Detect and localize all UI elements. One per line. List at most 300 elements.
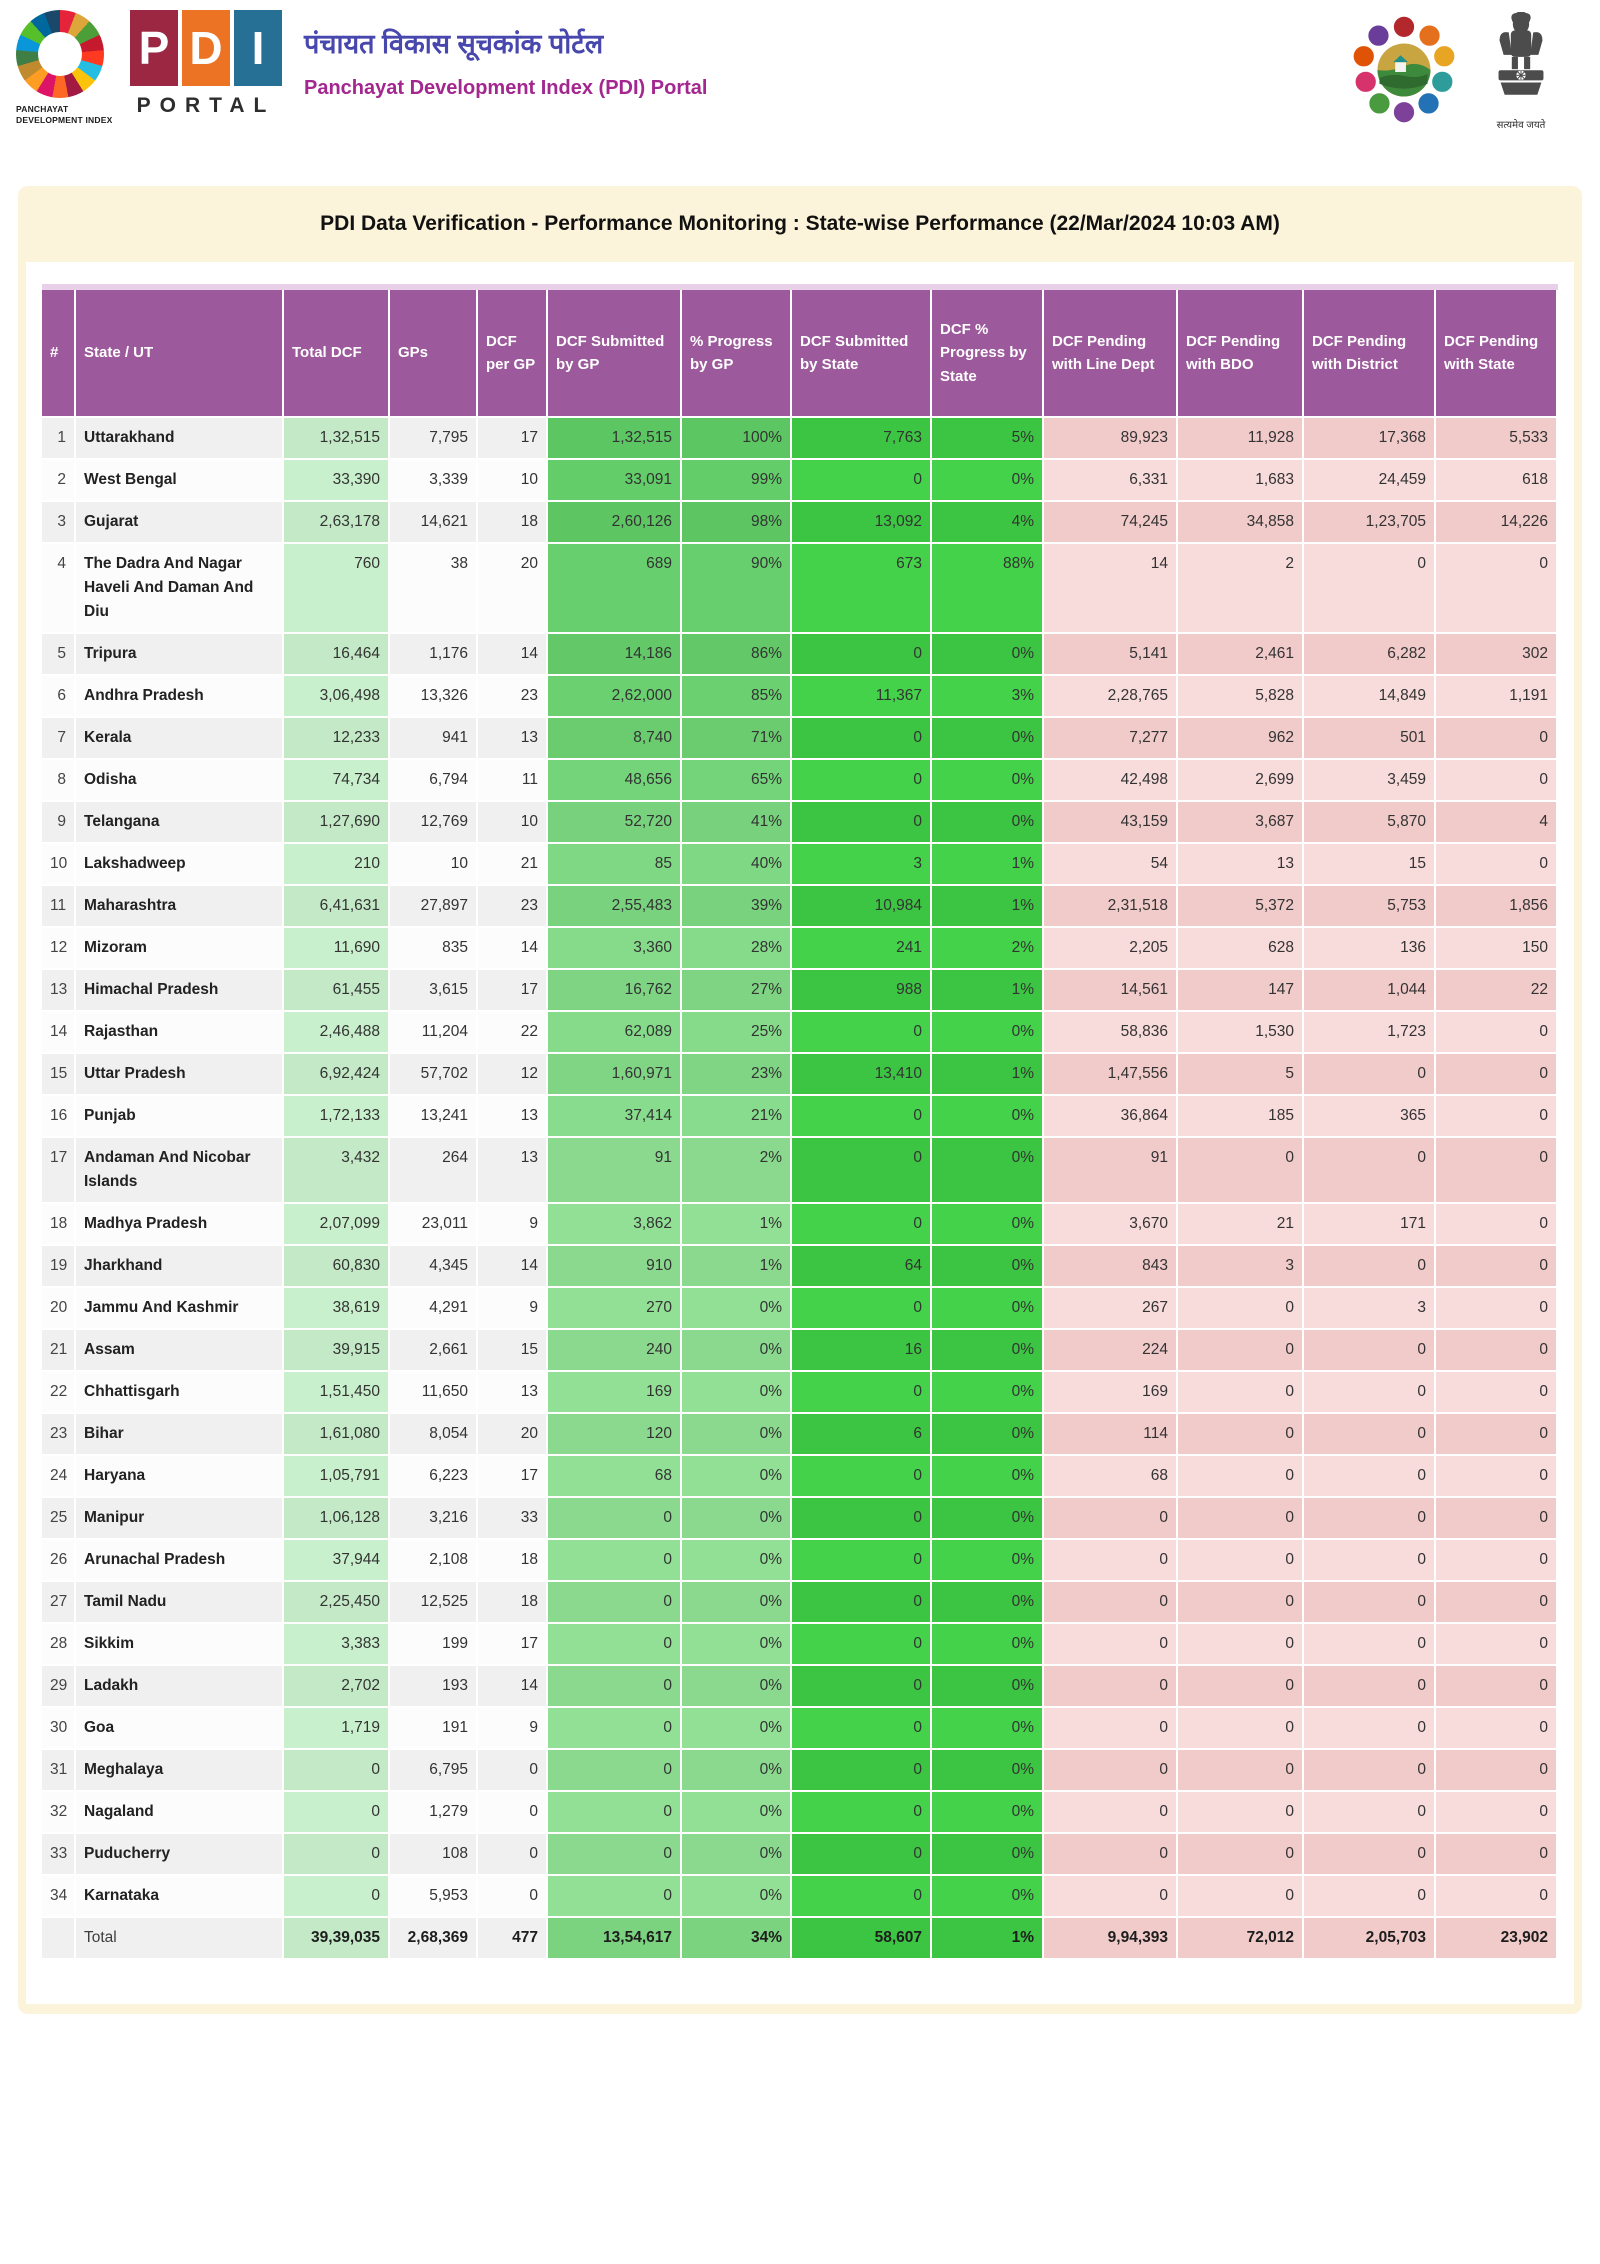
- cell-7: 0: [792, 718, 932, 760]
- national-emblem: [1478, 12, 1564, 131]
- cell-4: 0: [478, 1834, 548, 1876]
- total-cell-8: 1%: [932, 1918, 1044, 1960]
- pdi-letter-p: P: [130, 10, 178, 86]
- cell-9: 0: [1044, 1708, 1178, 1750]
- cell-6: 71%: [682, 718, 792, 760]
- total-cell-7: 58,607: [792, 1918, 932, 1960]
- column-header-total-dcf: Total DCF: [284, 290, 390, 418]
- cell-8: 1%: [932, 970, 1044, 1012]
- cell-11: 171: [1304, 1204, 1436, 1246]
- cell-7: 13,410: [792, 1054, 932, 1096]
- cell-6: 39%: [682, 886, 792, 928]
- cell-12: 0: [1436, 1414, 1558, 1456]
- portal-title-english: Panchayat Development Index (PDI) Portal: [304, 77, 708, 99]
- cell-10: 0: [1178, 1582, 1304, 1624]
- table-row-telangana: [42, 802, 1558, 844]
- cell-9: 42,498: [1044, 760, 1178, 802]
- cell-5: 85: [548, 844, 682, 886]
- total-cell-9: 9,94,393: [1044, 1918, 1178, 1960]
- pdi-logo: [130, 10, 282, 118]
- cell-8: 0%: [932, 1456, 1044, 1498]
- cell-0: 13: [42, 970, 76, 1012]
- cell-3: 2,661: [390, 1330, 478, 1372]
- table-row-meghalaya: [42, 1750, 1558, 1792]
- cell-10: 21: [1178, 1204, 1304, 1246]
- cell-10: 0: [1178, 1834, 1304, 1876]
- cell-3: 12,525: [390, 1582, 478, 1624]
- report-panel: [18, 186, 1582, 2014]
- cell-11: 365: [1304, 1096, 1436, 1138]
- cell-3: 57,702: [390, 1054, 478, 1096]
- cell-10: 0: [1178, 1792, 1304, 1834]
- cell-5: 48,656: [548, 760, 682, 802]
- ministry-of-panchayati-raj-logo-icon: [1350, 12, 1458, 132]
- cell-11: 24,459: [1304, 460, 1436, 502]
- cell-11: 1,723: [1304, 1012, 1436, 1054]
- cell-0: 2: [42, 460, 76, 502]
- brand-cluster: [16, 10, 707, 125]
- cell-10: 0: [1178, 1876, 1304, 1918]
- cell-0: 28: [42, 1624, 76, 1666]
- cell-10: 3: [1178, 1246, 1304, 1288]
- cell-0: 12: [42, 928, 76, 970]
- cell-9: 0: [1044, 1876, 1178, 1918]
- cell-5: 0: [548, 1540, 682, 1582]
- cell-5: 3,360: [548, 928, 682, 970]
- cell-3: 12,769: [390, 802, 478, 844]
- cell-12: 0: [1436, 1054, 1558, 1096]
- cell-9: 3,670: [1044, 1204, 1178, 1246]
- cell-9: 14,561: [1044, 970, 1178, 1012]
- cell-9: 0: [1044, 1792, 1178, 1834]
- cell-0: 26: [42, 1540, 76, 1582]
- cell-9: 58,836: [1044, 1012, 1178, 1054]
- cell-11: 0: [1304, 1666, 1436, 1708]
- cell-7: 64: [792, 1246, 932, 1288]
- cell-12: 4: [1436, 802, 1558, 844]
- cell-7: 0: [792, 1876, 932, 1918]
- cell-0: 33: [42, 1834, 76, 1876]
- cell-9: 0: [1044, 1540, 1178, 1582]
- cell-10: 628: [1178, 928, 1304, 970]
- cell-4: 14: [478, 1246, 548, 1288]
- cell-12: 0: [1436, 1666, 1558, 1708]
- cell-2: 1,51,450: [284, 1372, 390, 1414]
- cell-3: 11,204: [390, 1012, 478, 1054]
- cell-5: 0: [548, 1582, 682, 1624]
- table-row-jammu-and-kashmir: [42, 1288, 1558, 1330]
- cell-5: 0: [548, 1792, 682, 1834]
- cell-4: 18: [478, 502, 548, 544]
- cell-3: 38: [390, 544, 478, 634]
- cell-9: 5,141: [1044, 634, 1178, 676]
- state-name: Jammu And Kashmir: [76, 1288, 284, 1330]
- cell-2: 0: [284, 1792, 390, 1834]
- cell-4: 21: [478, 844, 548, 886]
- state-name: Meghalaya: [76, 1750, 284, 1792]
- cell-4: 20: [478, 1414, 548, 1456]
- table-row-lakshadweep: [42, 844, 1558, 886]
- cell-4: 23: [478, 886, 548, 928]
- cell-3: 7,795: [390, 418, 478, 460]
- cell-6: 0%: [682, 1624, 792, 1666]
- cell-8: 1%: [932, 844, 1044, 886]
- table-row-tripura: [42, 634, 1558, 676]
- cell-11: 0: [1304, 1624, 1436, 1666]
- cell-0: 3: [42, 502, 76, 544]
- state-name: Gujarat: [76, 502, 284, 544]
- cell-10: 962: [1178, 718, 1304, 760]
- cell-10: 11,928: [1178, 418, 1304, 460]
- cell-12: 0: [1436, 1540, 1558, 1582]
- cell-12: 1,191: [1436, 676, 1558, 718]
- table-row-nagaland: [42, 1792, 1558, 1834]
- cell-3: 23,011: [390, 1204, 478, 1246]
- cell-10: 5: [1178, 1054, 1304, 1096]
- state-name: Arunachal Pradesh: [76, 1540, 284, 1582]
- table-row-arunachal-pradesh: [42, 1540, 1558, 1582]
- state-name: Uttarakhand: [76, 418, 284, 460]
- cell-8: 2%: [932, 928, 1044, 970]
- cell-10: 0: [1178, 1540, 1304, 1582]
- table-row-himachal-pradesh: [42, 970, 1558, 1012]
- cell-5: 0: [548, 1750, 682, 1792]
- cell-12: 0: [1436, 544, 1558, 634]
- cell-11: 1,044: [1304, 970, 1436, 1012]
- cell-5: 62,089: [548, 1012, 682, 1054]
- cell-7: 241: [792, 928, 932, 970]
- ashoka-emblem-icon: [1488, 12, 1554, 110]
- cell-4: 10: [478, 460, 548, 502]
- state-name: Tamil Nadu: [76, 1582, 284, 1624]
- cell-5: 2,55,483: [548, 886, 682, 928]
- cell-0: 16: [42, 1096, 76, 1138]
- cell-7: 10,984: [792, 886, 932, 928]
- cell-10: 0: [1178, 1750, 1304, 1792]
- government-logos: [1350, 12, 1564, 132]
- cell-2: 74,734: [284, 760, 390, 802]
- cell-2: 1,61,080: [284, 1414, 390, 1456]
- cell-6: 1%: [682, 1204, 792, 1246]
- cell-8: 0%: [932, 1372, 1044, 1414]
- cell-8: 1%: [932, 1054, 1044, 1096]
- cell-11: 6,282: [1304, 634, 1436, 676]
- cell-6: 0%: [682, 1582, 792, 1624]
- table-row-madhya-pradesh: [42, 1204, 1558, 1246]
- cell-11: 15: [1304, 844, 1436, 886]
- cell-3: 5,953: [390, 1876, 478, 1918]
- table-row-punjab: [42, 1096, 1558, 1138]
- cell-7: 0: [792, 1624, 932, 1666]
- cell-5: 91: [548, 1138, 682, 1204]
- cell-4: 14: [478, 1666, 548, 1708]
- total-cell-3: 2,68,369: [390, 1918, 478, 1960]
- cell-2: 2,63,178: [284, 502, 390, 544]
- column-header-dcf-progress-by-state: DCF % Progress by State: [932, 290, 1044, 418]
- cell-5: 0: [548, 1708, 682, 1750]
- cell-0: 6: [42, 676, 76, 718]
- portal-title-hindi: पंचायत विकास सूचकांक पोर्टल: [304, 29, 604, 59]
- sdg-wheel-logo: [16, 10, 116, 125]
- table-row-jharkhand: [42, 1246, 1558, 1288]
- table-row-goa: [42, 1708, 1558, 1750]
- state-name: Madhya Pradesh: [76, 1204, 284, 1246]
- cell-8: 0%: [932, 718, 1044, 760]
- cell-0: 10: [42, 844, 76, 886]
- cell-3: 10: [390, 844, 478, 886]
- cell-6: 28%: [682, 928, 792, 970]
- cell-2: 6,41,631: [284, 886, 390, 928]
- cell-11: 0: [1304, 1330, 1436, 1372]
- report-title-bar: [18, 186, 1582, 262]
- cell-6: 0%: [682, 1750, 792, 1792]
- cell-0: 24: [42, 1456, 76, 1498]
- cell-12: 0: [1436, 1624, 1558, 1666]
- cell-8: 0%: [932, 1792, 1044, 1834]
- cell-10: 0: [1178, 1456, 1304, 1498]
- cell-8: 0%: [932, 1624, 1044, 1666]
- cell-7: 0: [792, 760, 932, 802]
- cell-10: 5,372: [1178, 886, 1304, 928]
- table-row-haryana: [42, 1456, 1558, 1498]
- cell-11: 0: [1304, 1540, 1436, 1582]
- cell-6: 0%: [682, 1708, 792, 1750]
- cell-8: 0%: [932, 1666, 1044, 1708]
- cell-7: 0: [792, 802, 932, 844]
- state-name: Bihar: [76, 1414, 284, 1456]
- cell-8: 0%: [932, 1582, 1044, 1624]
- cell-3: 4,345: [390, 1246, 478, 1288]
- cell-6: 27%: [682, 970, 792, 1012]
- cell-12: 14,226: [1436, 502, 1558, 544]
- state-name: Manipur: [76, 1498, 284, 1540]
- cell-7: 0: [792, 1096, 932, 1138]
- column-header-dcf-pending-with-district: DCF Pending with District: [1304, 290, 1436, 418]
- state-name: Telangana: [76, 802, 284, 844]
- cell-10: 0: [1178, 1666, 1304, 1708]
- cell-4: 0: [478, 1792, 548, 1834]
- cell-6: 0%: [682, 1540, 792, 1582]
- cell-10: 0: [1178, 1414, 1304, 1456]
- cell-0: 9: [42, 802, 76, 844]
- cell-7: 0: [792, 1498, 932, 1540]
- state-name: Chhattisgarh: [76, 1372, 284, 1414]
- cell-3: 1,279: [390, 1792, 478, 1834]
- cell-0: 23: [42, 1414, 76, 1456]
- cell-7: 0: [792, 1708, 932, 1750]
- column-header-dcf-submitted-by-gp: DCF Submitted by GP: [548, 290, 682, 418]
- table-row-bihar: [42, 1414, 1558, 1456]
- total-cell-12: 23,902: [1436, 1918, 1558, 1960]
- cell-6: 0%: [682, 1414, 792, 1456]
- cell-6: 0%: [682, 1498, 792, 1540]
- cell-6: 23%: [682, 1054, 792, 1096]
- cell-9: 2,205: [1044, 928, 1178, 970]
- cell-11: 0: [1304, 1246, 1436, 1288]
- cell-9: 169: [1044, 1372, 1178, 1414]
- cell-10: 2,461: [1178, 634, 1304, 676]
- cell-5: 33,091: [548, 460, 682, 502]
- cell-8: 5%: [932, 418, 1044, 460]
- cell-2: 0: [284, 1876, 390, 1918]
- table-row-andhra-pradesh: [42, 676, 1558, 718]
- cell-4: 9: [478, 1708, 548, 1750]
- cell-11: 5,870: [1304, 802, 1436, 844]
- cell-7: 0: [792, 1666, 932, 1708]
- state-name: Andhra Pradesh: [76, 676, 284, 718]
- cell-7: 0: [792, 1372, 932, 1414]
- total-cell-2: 39,39,035: [284, 1918, 390, 1960]
- cell-2: 1,719: [284, 1708, 390, 1750]
- cell-8: 0%: [932, 1414, 1044, 1456]
- cell-9: 0: [1044, 1834, 1178, 1876]
- cell-6: 1%: [682, 1246, 792, 1288]
- cell-12: 150: [1436, 928, 1558, 970]
- cell-8: 0%: [932, 1540, 1044, 1582]
- table-total-row: [42, 1918, 1558, 1960]
- cell-11: 1,23,705: [1304, 502, 1436, 544]
- cell-0: 27: [42, 1582, 76, 1624]
- cell-10: 185: [1178, 1096, 1304, 1138]
- cell-10: 34,858: [1178, 502, 1304, 544]
- column-header-dcf-per-gp: DCF per GP: [478, 290, 548, 418]
- cell-2: 1,32,515: [284, 418, 390, 460]
- column-header-dcf-pending-with-line-dept: DCF Pending with Line Dept: [1044, 290, 1178, 418]
- cell-10: 0: [1178, 1498, 1304, 1540]
- cell-9: 43,159: [1044, 802, 1178, 844]
- cell-11: 14,849: [1304, 676, 1436, 718]
- state-name: Nagaland: [76, 1792, 284, 1834]
- cell-9: 14: [1044, 544, 1178, 634]
- cell-12: 0: [1436, 1456, 1558, 1498]
- total-cell-4: 477: [478, 1918, 548, 1960]
- cell-0: 18: [42, 1204, 76, 1246]
- column-header-progress-by-gp: % Progress by GP: [682, 290, 792, 418]
- cell-9: 89,923: [1044, 418, 1178, 460]
- cell-5: 52,720: [548, 802, 682, 844]
- cell-6: 0%: [682, 1330, 792, 1372]
- cell-12: 0: [1436, 1372, 1558, 1414]
- cell-2: 2,25,450: [284, 1582, 390, 1624]
- cell-8: 0%: [932, 1498, 1044, 1540]
- cell-9: 7,277: [1044, 718, 1178, 760]
- cell-2: 38,619: [284, 1288, 390, 1330]
- cell-4: 23: [478, 676, 548, 718]
- cell-5: 8,740: [548, 718, 682, 760]
- cell-9: 74,245: [1044, 502, 1178, 544]
- cell-0: 34: [42, 1876, 76, 1918]
- cell-10: 0: [1178, 1624, 1304, 1666]
- cell-9: 54: [1044, 844, 1178, 886]
- cell-0: 14: [42, 1012, 76, 1054]
- cell-12: 0: [1436, 1498, 1558, 1540]
- cell-11: 0: [1304, 1054, 1436, 1096]
- cell-10: 1,683: [1178, 460, 1304, 502]
- cell-9: 91: [1044, 1138, 1178, 1204]
- pdi-portal-text: PORTAL: [136, 94, 276, 117]
- cell-8: 0%: [932, 1246, 1044, 1288]
- total-label: Total: [76, 1918, 284, 1960]
- cell-0: 15: [42, 1054, 76, 1096]
- cell-11: 0: [1304, 1414, 1436, 1456]
- cell-12: 302: [1436, 634, 1558, 676]
- cell-6: 0%: [682, 1834, 792, 1876]
- cell-9: 0: [1044, 1582, 1178, 1624]
- cell-7: 7,763: [792, 418, 932, 460]
- cell-4: 14: [478, 634, 548, 676]
- cell-12: 0: [1436, 1708, 1558, 1750]
- cell-4: 0: [478, 1876, 548, 1918]
- table-row-assam: [42, 1330, 1558, 1372]
- cell-4: 10: [478, 802, 548, 844]
- cell-6: 0%: [682, 1666, 792, 1708]
- cell-4: 20: [478, 544, 548, 634]
- cell-0: 11: [42, 886, 76, 928]
- cell-8: 4%: [932, 502, 1044, 544]
- cell-7: 0: [792, 1204, 932, 1246]
- cell-6: 90%: [682, 544, 792, 634]
- cell-5: 0: [548, 1876, 682, 1918]
- cell-11: 0: [1304, 1834, 1436, 1876]
- cell-7: 0: [792, 1288, 932, 1330]
- state-name: Goa: [76, 1708, 284, 1750]
- cell-4: 18: [478, 1540, 548, 1582]
- state-name: Puducherry: [76, 1834, 284, 1876]
- cell-11: 0: [1304, 1582, 1436, 1624]
- cell-10: 2: [1178, 544, 1304, 634]
- state-name: Rajasthan: [76, 1012, 284, 1054]
- cell-3: 1,176: [390, 634, 478, 676]
- cell-11: 0: [1304, 544, 1436, 634]
- cell-9: 68: [1044, 1456, 1178, 1498]
- cell-5: 910: [548, 1246, 682, 1288]
- cell-12: 0: [1436, 1204, 1558, 1246]
- cell-3: 6,794: [390, 760, 478, 802]
- cell-4: 17: [478, 1624, 548, 1666]
- cell-3: 27,897: [390, 886, 478, 928]
- cell-6: 86%: [682, 634, 792, 676]
- cell-10: 0: [1178, 1288, 1304, 1330]
- cell-2: 3,432: [284, 1138, 390, 1204]
- cell-9: 0: [1044, 1624, 1178, 1666]
- cell-11: 0: [1304, 1498, 1436, 1540]
- cell-0: 22: [42, 1372, 76, 1414]
- cell-3: 13,241: [390, 1096, 478, 1138]
- cell-0: 30: [42, 1708, 76, 1750]
- cell-3: 193: [390, 1666, 478, 1708]
- table-row-odisha: [42, 760, 1558, 802]
- cell-2: 2,46,488: [284, 1012, 390, 1054]
- cell-4: 33: [478, 1498, 548, 1540]
- table-row-sikkim: [42, 1624, 1558, 1666]
- cell-7: 0: [792, 1540, 932, 1582]
- cell-10: 3,687: [1178, 802, 1304, 844]
- cell-2: 33,390: [284, 460, 390, 502]
- cell-5: 240: [548, 1330, 682, 1372]
- cell-6: 41%: [682, 802, 792, 844]
- cell-4: 17: [478, 970, 548, 1012]
- cell-5: 14,186: [548, 634, 682, 676]
- cell-7: 0: [792, 1792, 932, 1834]
- state-performance-table: [42, 284, 1558, 1960]
- table-row-maharashtra: [42, 886, 1558, 928]
- table-row-rajasthan: [42, 1012, 1558, 1054]
- cell-2: 1,72,133: [284, 1096, 390, 1138]
- emblem-caption: सत्यमेव जयते: [1496, 120, 1546, 131]
- cell-4: 13: [478, 1096, 548, 1138]
- cell-12: 0: [1436, 1834, 1558, 1876]
- state-name: Sikkim: [76, 1624, 284, 1666]
